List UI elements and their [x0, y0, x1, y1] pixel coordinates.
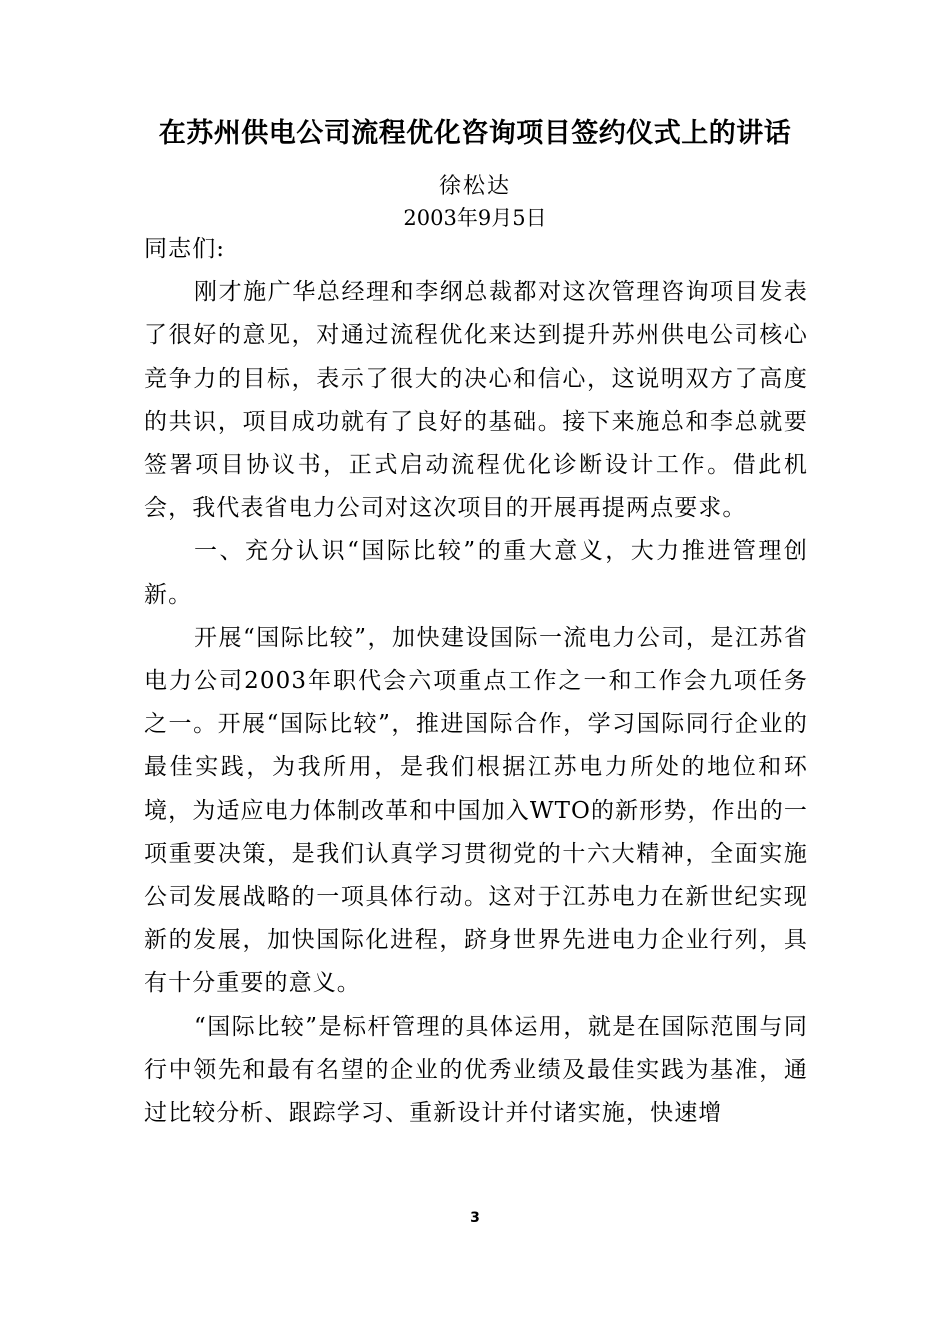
- author-name: 徐松达: [438, 174, 511, 199]
- page-number: 3: [470, 1210, 480, 1226]
- section-heading-1: 一、充分认识“国际比较”的重大意义，大力推进管理创新。: [144, 538, 808, 608]
- speech-body: [144, 228, 808, 1135]
- salutation: 同志们:: [144, 236, 226, 262]
- document-title: 在苏州供电公司流程优化咨询项目签约仪式上的讲话: [158, 118, 792, 149]
- paragraph-international-comparison: 开展“国际比较”，加快建设国际一流电力公司，是江苏省电力公司2003年职代会六项重点工作之一和工作会九项任务之一。开展“国际比较”，推进国际合作，学习国际同行企业的最佳实践，为我所用，是我们根据江苏电力所处的地位和环境，为适应电力体制改革和中国加入WTO的新形势，作出的一项重要决策，是我们认真学习贯彻党的十六大精神，全面实施公司发展战略的一项具体行动。这对于江苏电力在新世纪实现新的发展，加快国际化进程，跻身世界先进电力企业行列，具有十分重要的意义。: [144, 624, 808, 997]
- speech-date: 2003年9月5日: [403, 206, 547, 230]
- paragraph-benchmarking: “国际比较”是标杆管理的具体运用，就是在国际范围与同行中领先和最有名望的企业的优秀业绩及最佳实践为基准，通过比较分析、跟踪学习、重新设计并付诸实施，快速增: [144, 1013, 808, 1127]
- paragraph-opening: 刚才施广华总经理和李纲总裁都对这次管理咨询项目发表了很好的意见，对通过流程优化来达到提升苏州供电公司核心竞争力的目标，表示了很大的决心和信心，这说明双方了高度的共识，项目成功就有了良好的基础。接下来施总和李总就要签署项目协议书，正式启动流程优化诊断设计工作。借此机会，我代表省电力公司对这次项目的开展再提两点要求。: [144, 279, 808, 522]
